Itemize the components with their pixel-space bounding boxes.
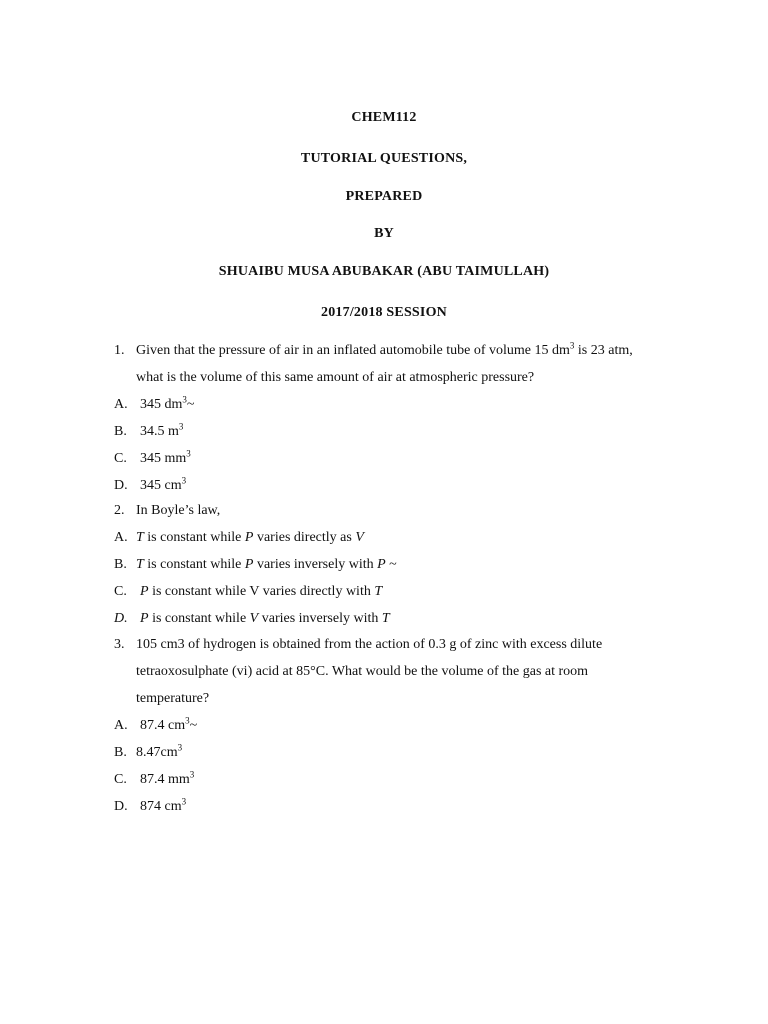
option-text: P is constant while V varies inversely with T [140, 611, 390, 626]
option-text: 87.4 $mm^3$ [140, 769, 195, 787]
option-letter: C. [114, 584, 127, 599]
option-text: $8.47cm^3$ [136, 742, 183, 760]
option-letter: D. [114, 478, 128, 493]
question-text-line: In Boyle’s law, [136, 503, 221, 518]
option-text: 345 $dm^3\sim$ [140, 394, 195, 412]
question-number: 2. [114, 503, 125, 518]
question-number: 1. [114, 343, 125, 358]
option-text: P is constant while V varies directly with T [140, 584, 383, 599]
option-text: 345 $cm^3$ [140, 475, 187, 493]
option-letter: A. [114, 397, 128, 412]
option-letter: A. [114, 718, 128, 733]
option-text: 34.5 $m^3$ [140, 421, 184, 439]
question-number: 3. [114, 637, 125, 652]
option-letter: B. [114, 745, 127, 760]
option-letter: C. [114, 451, 127, 466]
session-label: 2017/2018 SESSION [321, 305, 447, 320]
question-text-line: 105 cm3 of hydrogen is obtained from the action of 0.3 g of zinc with excess dilute [136, 637, 603, 652]
option-letter: D. [114, 799, 128, 814]
by-label: BY [374, 226, 394, 241]
option-text: 87.4 $cm^3\sim$ [140, 715, 198, 733]
option-letter: B. [114, 424, 127, 439]
option-text: 874 $cm^3$ [140, 796, 187, 814]
question-text-line: temperature? [136, 691, 210, 706]
option-letter: A. [114, 530, 128, 545]
question-text-line: Given that the pressure of air in an inflated automobile tube of volume 15 $dm^3$ is 23 atm, [136, 340, 633, 358]
option-text: T is constant while P varies directly as V [136, 530, 364, 545]
course-code: CHEM112 [351, 110, 417, 125]
question-text-line: tetraoxosulphate (vi) acid at 85°C. What would be the volume of the gas at room [136, 664, 589, 679]
option-letter: D. [114, 611, 128, 626]
option-letter: B. [114, 557, 127, 572]
option-text: T is constant while P varies inversely with P ~ [136, 557, 397, 572]
document-title: TUTORIAL QUESTIONS, [300, 151, 468, 166]
prepared-label: PREPARED [345, 189, 423, 204]
option-letter: C. [114, 772, 127, 787]
author-name: SHUAIBU MUSA ABUBAKAR (ABU TAIMULLAH) [218, 264, 550, 279]
option-text: 345 $mm^3$ [140, 448, 191, 466]
question-text-line: what is the volume of this same amount of air at atmospheric pressure? [136, 370, 535, 385]
